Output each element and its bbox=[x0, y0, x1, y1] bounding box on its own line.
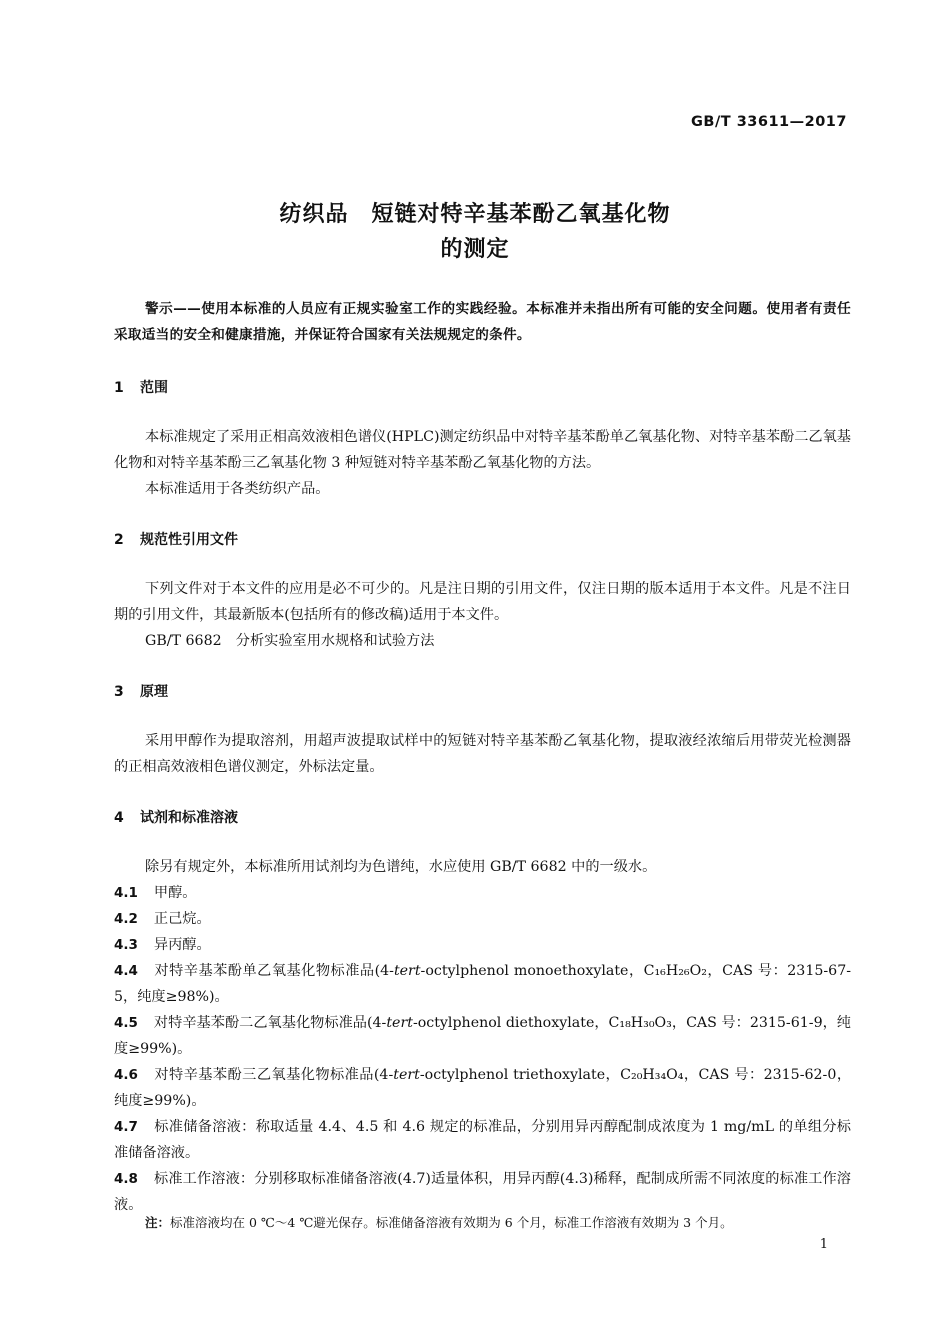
item-text-pre: 对特辛基苯酚二乙氧基化物标准品(4- bbox=[153, 1015, 387, 1031]
references-paragraph: 下列文件对于本文件的应用是必不可少的。凡是注日期的引用文件，仅注日期的版本适用于本文件。凡是不注日期的引用文件，其最新版本(包括所有的修改稿)适用于本文件。 bbox=[114, 581, 851, 623]
item-text-post: -octylphenol triethoxylate，C₂₀H₃₄O₄，CAS 号：2315-62-0，纯度≥99%)。 bbox=[114, 1067, 852, 1109]
item-text-italic: tert bbox=[386, 1015, 413, 1031]
item-number: 4.8 bbox=[114, 1171, 138, 1187]
reagent-item bbox=[114, 1010, 851, 1062]
item-text-post: -octylphenol diethoxylate，C₁₈H₃₀O₃，CAS 号：2315-61-9，纯度≥99%)。 bbox=[114, 1015, 851, 1057]
item-number: 4.7 bbox=[114, 1119, 138, 1135]
reagent-item bbox=[114, 932, 851, 958]
section-number: 4 bbox=[114, 810, 124, 826]
item-number: 4.2 bbox=[114, 911, 138, 927]
reagent-item bbox=[114, 1114, 851, 1166]
reagents-intro: 除另有规定外，本标准所用试剂均为色谱纯，水应使用 GB/T 6682 中的一级水。 bbox=[145, 859, 657, 875]
section-number: 2 bbox=[114, 532, 124, 548]
note-text: 标准溶液均在 0 ℃～4 ℃避光保存。标准储备溶液有效期为 6 个月，标准工作溶液有效期为 3 个月。 bbox=[170, 1215, 733, 1230]
section-title: 规范性引用文件 bbox=[140, 532, 238, 548]
section-3-heading bbox=[114, 681, 168, 701]
item-text-italic: tert bbox=[393, 1067, 420, 1083]
item-number: 4.1 bbox=[114, 885, 138, 901]
section-title: 范围 bbox=[140, 380, 168, 396]
section-title: 试剂和标准溶液 bbox=[140, 810, 238, 826]
item-text-italic: tert bbox=[393, 963, 421, 979]
section-4-heading bbox=[114, 807, 238, 827]
section-1-heading bbox=[114, 377, 168, 397]
item-text-post: -octylphenol monoethoxylate，C₁₆H₂₆O₂，CAS 号：2315-67-5，纯度≥98%)。 bbox=[114, 963, 852, 1005]
reagent-item bbox=[114, 1166, 851, 1218]
item-number: 4.5 bbox=[114, 1015, 138, 1031]
note-label: 注： bbox=[145, 1215, 171, 1230]
section-number: 3 bbox=[114, 684, 124, 700]
item-number: 4.4 bbox=[114, 963, 138, 979]
reference-item: GB/T 6682 分析实验室用水规格和试验方法 bbox=[145, 633, 435, 649]
page-number: 1 bbox=[819, 1237, 828, 1252]
standard-code: GB/T 33611—2017 bbox=[691, 114, 847, 130]
item-text: 标准工作溶液：分别移取标准储备溶液(4.7)适量体积，用异丙醇(4.3)稀释，配制成所需不同浓度的标准工作溶液。 bbox=[114, 1171, 851, 1213]
item-text: 正己烷。 bbox=[153, 911, 211, 927]
scope-paragraph: 本标准规定了采用正相高效液相色谱仪(HPLC)测定纺织品中对特辛基苯酚单乙氧基化物、对特辛基苯酚二乙氧基化物和对特辛基苯酚三乙氧基化物 3 种短链对特辛基苯酚乙氧基化物的方法。 bbox=[114, 429, 851, 471]
section-title: 原理 bbox=[140, 684, 168, 700]
item-text: 甲醇。 bbox=[153, 885, 197, 901]
section-number: 1 bbox=[114, 380, 124, 396]
item-text-pre: 对特辛基苯酚单乙氧基化物标准品(4- bbox=[153, 963, 394, 979]
item-text: 异丙醇。 bbox=[153, 937, 211, 953]
principle-paragraph: 采用甲醇作为提取溶剂，用超声波提取试样中的短链对特辛基苯酚乙氧基化物，提取液经浓缩后用带荧光检测器的正相高效液相色谱仪测定，外标法定量。 bbox=[114, 733, 851, 775]
section-2-heading bbox=[114, 529, 238, 549]
reagent-item bbox=[114, 1062, 851, 1114]
reagent-item bbox=[114, 880, 851, 906]
item-text: 标准储备溶液：称取适量 4.4、4.5 和 4.6 规定的标准品，分别用异丙醇配制成浓度为 1 mg/mL 的单组分标准储备溶液。 bbox=[114, 1119, 851, 1161]
warning-paragraph: 警示——使用本标准的人员应有正规实验室工作的实践经验。本标准并未指出所有可能的安全问题。使用者有责任采取适当的安全和健康措施，并保证符合国家有关法规规定的条件。 bbox=[114, 301, 851, 343]
item-number: 4.6 bbox=[114, 1067, 138, 1083]
reagent-item bbox=[114, 906, 851, 932]
reagent-item bbox=[114, 958, 851, 1010]
title-line-1: 纺织品 短链对特辛基苯酚乙氧基化物 bbox=[279, 202, 671, 227]
scope-applicability: 本标准适用于各类纺织产品。 bbox=[145, 481, 330, 497]
title-line-2: 的测定 bbox=[440, 237, 510, 262]
storage-note bbox=[145, 1213, 851, 1233]
item-text-pre: 对特辛基苯酚三乙氧基化物标准品(4- bbox=[153, 1067, 394, 1083]
item-number: 4.3 bbox=[114, 937, 138, 953]
